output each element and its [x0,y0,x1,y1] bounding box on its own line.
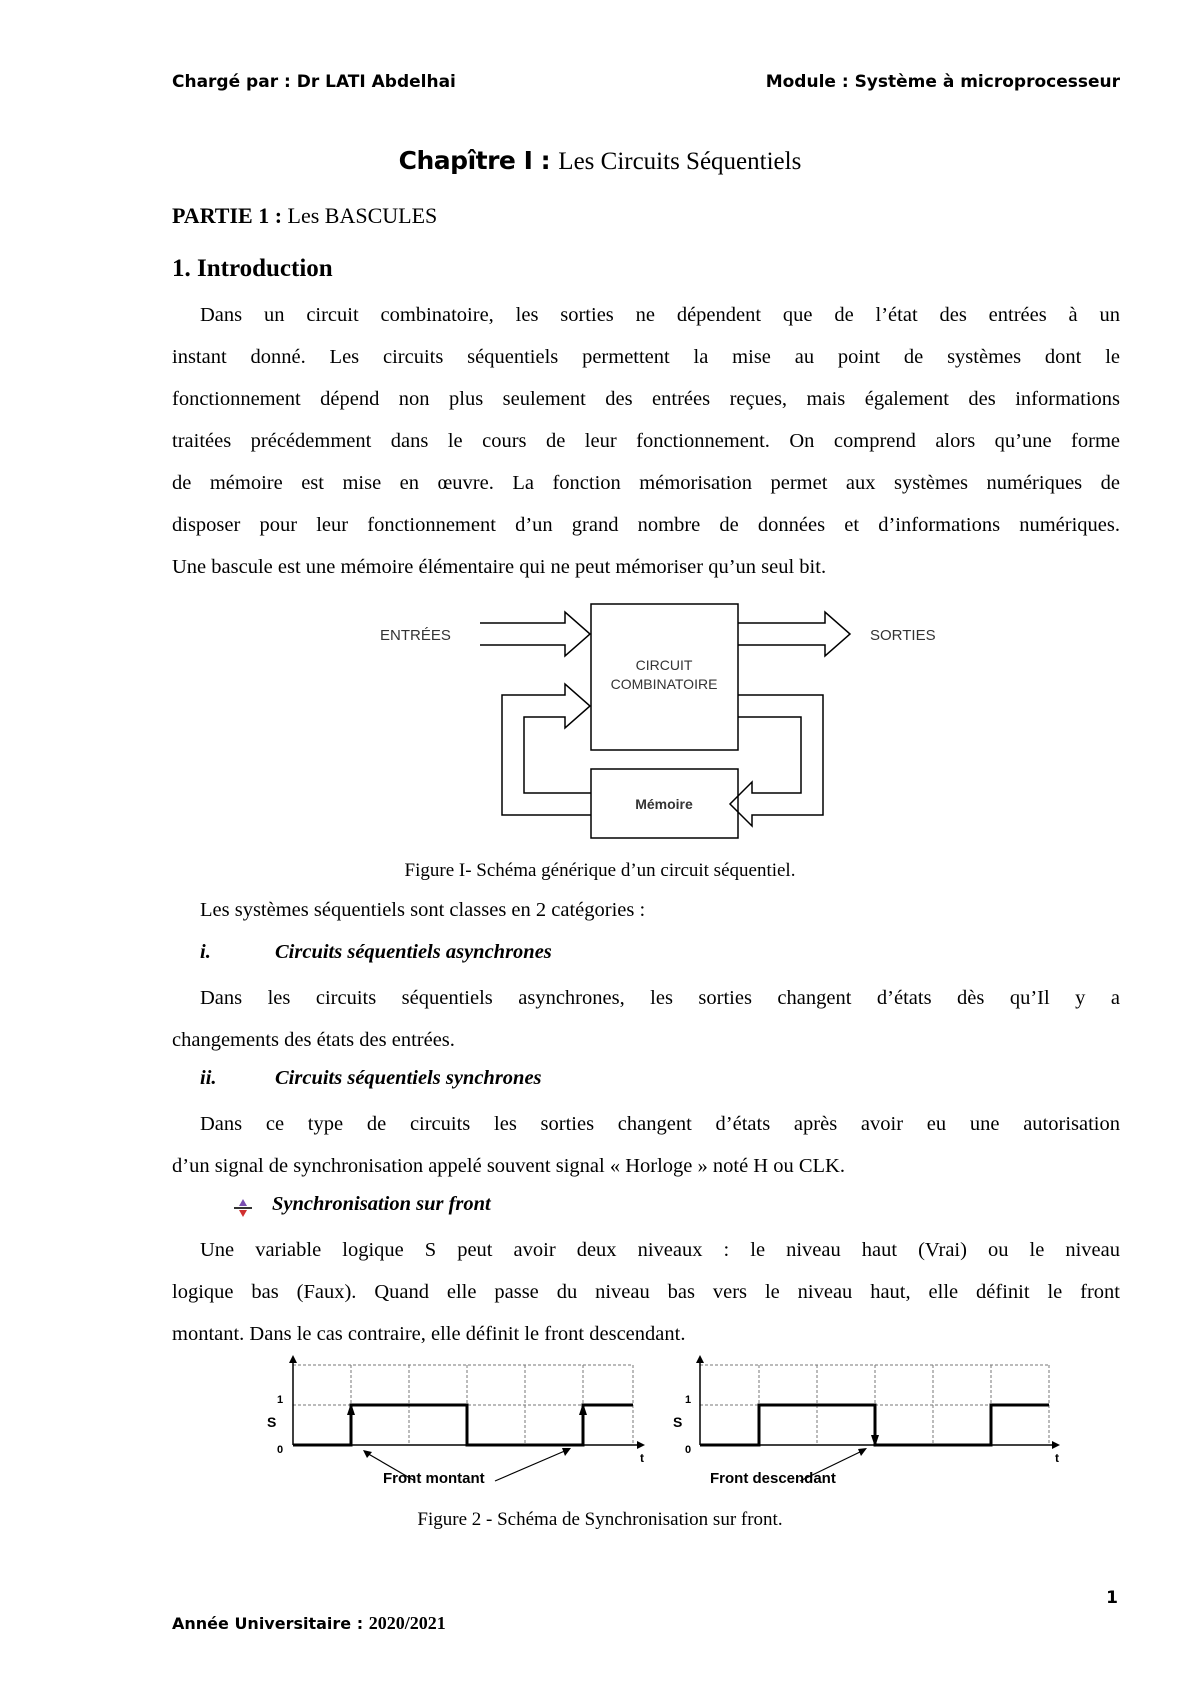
header-module: Module : Système à microprocesseur [765,72,1120,92]
right-axis-zero: 0 [685,1444,692,1456]
left-axis-s: S [267,1414,277,1430]
footer-year: 2020/2021 [368,1613,446,1633]
bullet-arrow-icon [232,1197,254,1219]
outputs-arrow [738,612,850,656]
left-axis-one: 1 [277,1394,284,1406]
rising-edge-chart [267,1355,645,1487]
intro-line: disposer pour leur fonctionnement d’un grand nombre de données et d’informations numériques. [172,514,1120,536]
front-paragraph [172,1229,1120,1355]
page-number: 1 [1106,1588,1118,1608]
async-line: changements des états des entrées. [172,1029,455,1051]
figure-edge-sync [255,1355,1065,1490]
part-heading [172,203,437,229]
intro-line: Dans un circuit combinatoire, les sorties ne dépendent que de l’état des entrées à un [200,304,1120,326]
chapter-text: Les Circuits Séquentiels [558,148,802,175]
subheading-async-number: i. [200,941,211,963]
intro-line: Une bascule est une mémoire élémentaire qui ne peut mémoriser qu’un seul bit. [172,556,827,578]
sync-line: d’un signal de synchronisation appelé souvent signal « Horloge » noté H ou CLK. [172,1155,845,1177]
part-label: PARTIE 1 : [172,203,283,228]
intro-line: instant donné. Les circuits séquentiels permettent la mise au point de systèmes dont le [172,346,1120,368]
figure1-caption: Figure I- Schéma générique d’un circuit séquentiel. [404,860,796,881]
memory-label: Mémoire [635,796,693,812]
sync-paragraph [172,1103,1120,1187]
intro-line: traitées précédemment dans le cours de leur fonctionnement. On comprend alors qu’une forme [172,430,1120,452]
falling-edge-chart [673,1355,1060,1487]
feedback-right [730,695,823,826]
circuit-label-line1: CIRCUIT [635,657,693,673]
chapter-separator: : [532,146,559,175]
header-author: Chargé par : Dr LATI Abdelhai [172,72,456,92]
categories-intro: Les systèmes séquentiels sont classes en 2 catégories : [200,899,646,921]
intro-line: fonctionnement dépend non plus seulement des entrées reçues, mais également des informations [172,388,1120,410]
subheading-async [200,941,552,964]
async-line: Dans les circuits séquentiels asynchrones, les sorties changent d’états dès qu’Il y a [200,987,1120,1009]
circuit-label-line2: COMBINATOIRE [610,676,718,692]
footer-academic-year [172,1613,446,1634]
section-heading-introduction: 1. Introduction [172,255,333,282]
left-axis-zero: 0 [277,1444,284,1456]
inputs-label: ENTRÉES [380,627,451,644]
footer-label: Année Universitaire : [172,1614,369,1633]
intro-line: de mémoire est mise en œuvre. La fonction mémorisation permet aux systèmes numériques de [172,472,1120,494]
subheading-front-sync: Synchronisation sur front [272,1193,491,1215]
part-text: Les BASCULES [282,203,438,228]
subheading-async-title: Circuits séquentiels asynchrones [275,941,552,963]
right-label-falling: Front descendant [710,1470,836,1487]
feedback-left [502,684,591,815]
async-paragraph [172,977,1120,1061]
front-line: logique bas (Faux). Quand elle passe du niveau bas vers le niveau haut, elle définit le front [172,1281,1120,1303]
front-line: Une variable logique S peut avoir deux niveaux : le niveau haut (Vrai) ou le niveau [200,1239,1120,1261]
front-line: montant. Dans le cas contraire, elle définit le front descendant. [172,1323,686,1345]
right-axis-t: t [1055,1451,1059,1465]
left-label-rising: Front montant [383,1470,485,1487]
chapter-title [0,146,1200,176]
right-axis-one: 1 [685,1394,692,1406]
subheading-sync-number: ii. [200,1067,217,1089]
chapter-number: Chapître I [398,146,533,175]
subheading-sync [200,1067,542,1090]
figure-sequential-circuit [360,598,960,848]
outputs-label: SORTIES [870,627,936,644]
subheading-sync-title: Circuits séquentiels synchrones [275,1067,542,1089]
inputs-arrow [480,612,590,656]
intro-paragraph [172,294,1120,588]
figure2-caption: Figure 2 - Schéma de Synchronisation sur front. [417,1509,783,1530]
right-axis-s: S [673,1414,683,1430]
sync-line: Dans ce type de circuits les sorties changent d’états après avoir eu une autorisation [200,1113,1120,1135]
left-axis-t: t [640,1451,644,1465]
